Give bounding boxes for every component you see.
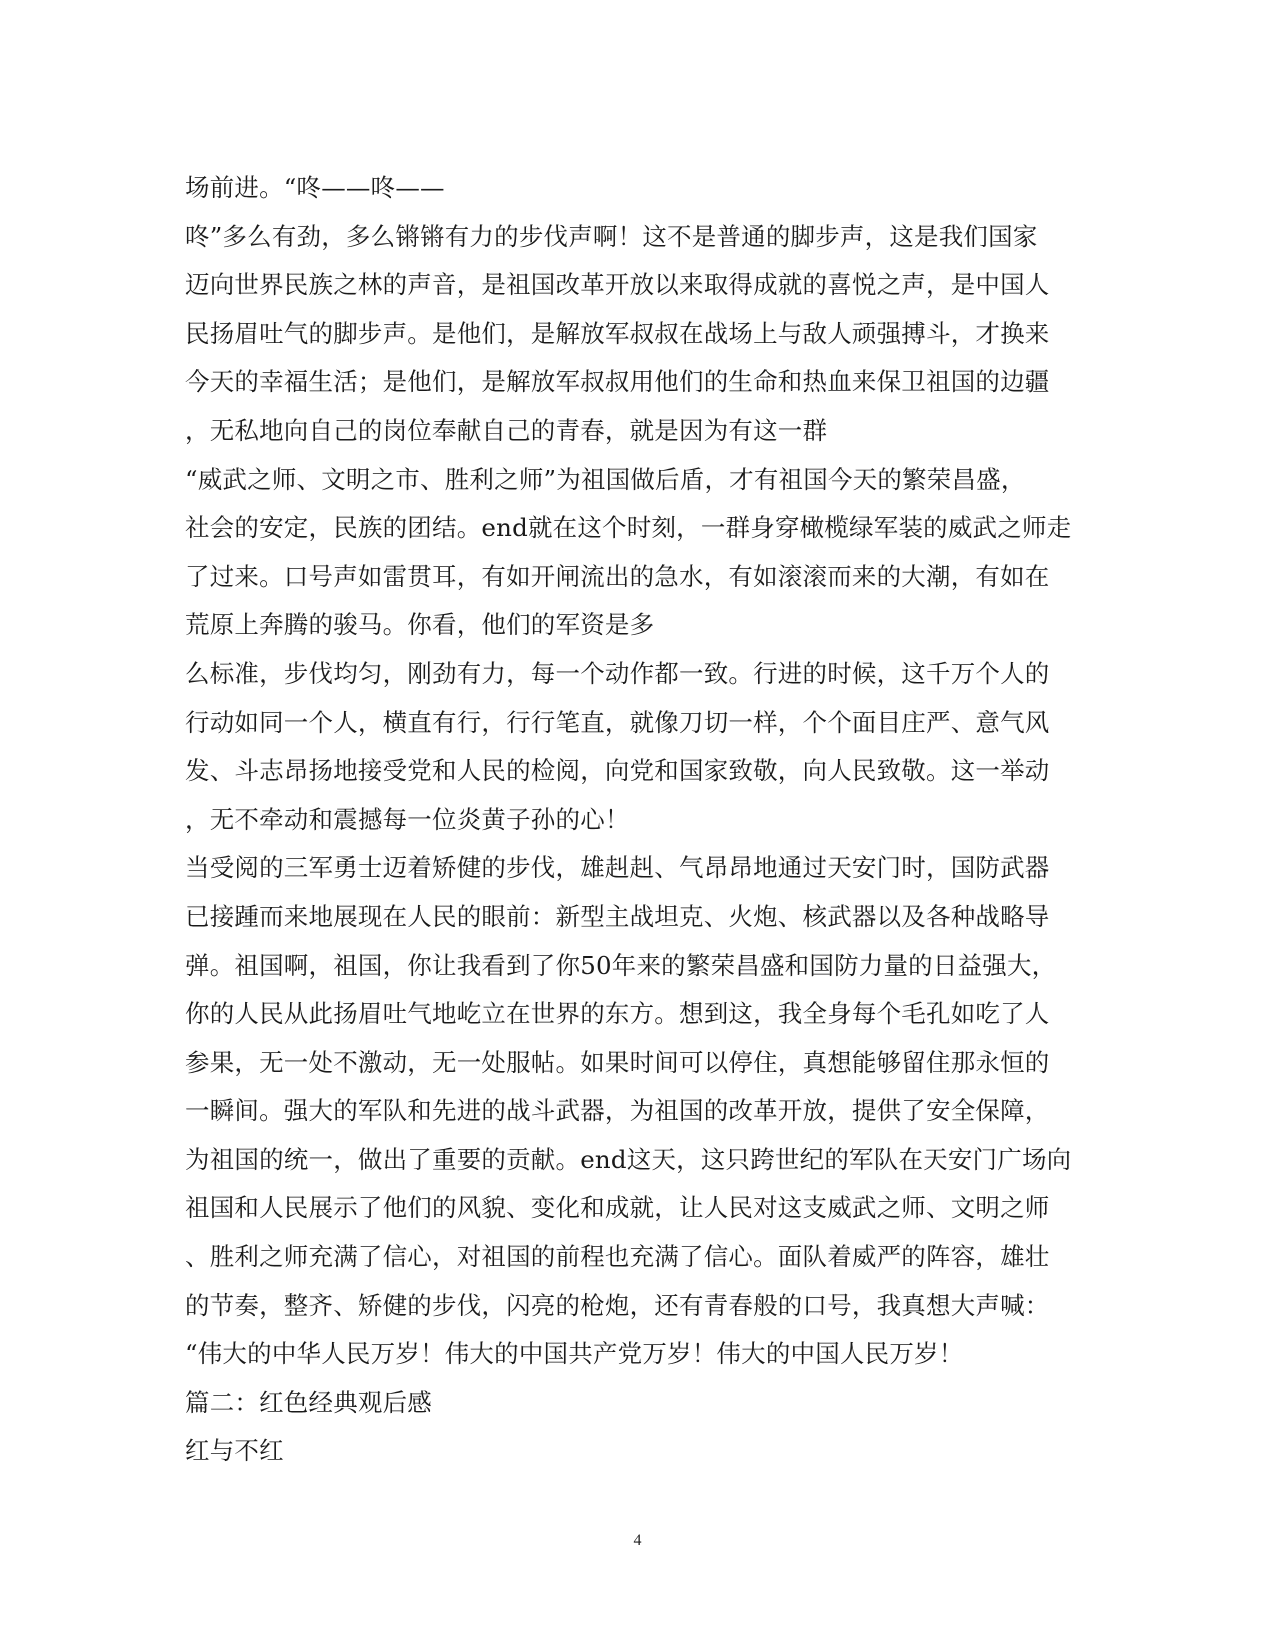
text-line: “伟大的中华人民万岁！伟大的中国共产党万岁！伟大的中国人民万岁！: [185, 1339, 964, 1369]
text-line: 场前进。“咚——咚——: [185, 173, 445, 202]
text-line: 荒原上奔腾的骏马。你看，他们的军资是多: [185, 610, 655, 640]
text-line: “威武之师、文明之市、胜利之师”为祖国做后盾，才有祖国今天的繁荣昌盛，: [185, 464, 1026, 494]
text-line: 弹。祖国啊，祖国，你让我看到了你50年来的繁荣昌盛和国防力量的日益强大，: [185, 950, 1057, 980]
text-line: 一瞬间。强大的军队和先进的战斗武器，为祖国的改革开放，提供了安全保障，: [185, 1096, 1050, 1126]
text-line: ，无私地向自己的岗位奉献自己的青春，就是因为有这一群: [185, 415, 828, 445]
text-line: 咚”多么有劲，多么锵锵有力的步伐声啊！这不是普通的脚步声，这是我们国家: [185, 221, 1038, 251]
text-line: 你的人民从此扬眉吐气地屹立在世界的东方。想到这，我全身每个毛孔如吃了人: [185, 999, 1050, 1029]
text-line: 、胜利之师充满了信心，对祖国的前程也充满了信心。面队着威严的阵容，雄壮: [185, 1242, 1050, 1272]
text-line: 当受阅的三军勇士迈着矫健的步伐，雄赳赳、气昂昂地通过天安门时，国防武器: [185, 853, 1050, 883]
subsection-title: 红与不红: [185, 1436, 284, 1466]
text-line: 迈向世界民族之林的声音，是祖国改革开放以来取得成就的喜悦之声，是中国人: [185, 270, 1050, 300]
body-text: [185, 164, 1072, 1476]
text-line: 发、斗志昂扬地接受党和人民的检阅，向党和国家致敬，向人民致敬。这一举动: [185, 756, 1050, 786]
text-line: 行动如同一个人，横直有行，行行笔直，就像刀切一样，个个面目庄严、意气风: [185, 707, 1050, 737]
text-line: 了过来。口号声如雷贯耳，有如开闸流出的急水，有如滚滚而来的大潮，有如在: [185, 561, 1050, 591]
text-line: 么标准，步伐均匀，刚劲有力，每一个动作都一致。行进的时候，这千万个人的: [185, 658, 1050, 688]
text-line: 社会的安定，民族的团结。end就在这个时刻，一群身穿橄榄绿军装的威武之师走: [185, 513, 1072, 543]
text-line: 的节奏，整齐、矫健的步伐，闪亮的枪炮，还有青春般的口号，我真想大声喊：: [185, 1290, 1050, 1320]
text-line: 参果，无一处不激动，无一处服帖。如果时间可以停住，真想能够留住那永恒的: [185, 1047, 1050, 1077]
text-line: 今天的幸福生活；是他们，是解放军叔叔用他们的生命和热血来保卫祖国的边疆: [185, 367, 1050, 397]
text-line: 民扬眉吐气的脚步声。是他们，是解放军叔叔在战场上与敌人顽强搏斗，才换来: [185, 318, 1050, 348]
page-number: 4: [633, 1532, 642, 1549]
text-line: 为祖国的统一，做出了重要的贡献。end这天，这只跨世纪的军队在天安门广场向: [185, 1144, 1072, 1174]
text-line: ，无不牵动和震撼每一位炎黄子孙的心！: [185, 804, 630, 834]
text-line: 已接踵而来地展现在人民的眼前：新型主战坦克、火炮、核武器以及各种战略导: [185, 901, 1050, 931]
text-line: 祖国和人民展示了他们的风貌、变化和成就，让人民对这支威武之师、文明之师: [185, 1193, 1050, 1223]
section-heading: 篇二：红色经典观后感: [185, 1387, 432, 1417]
